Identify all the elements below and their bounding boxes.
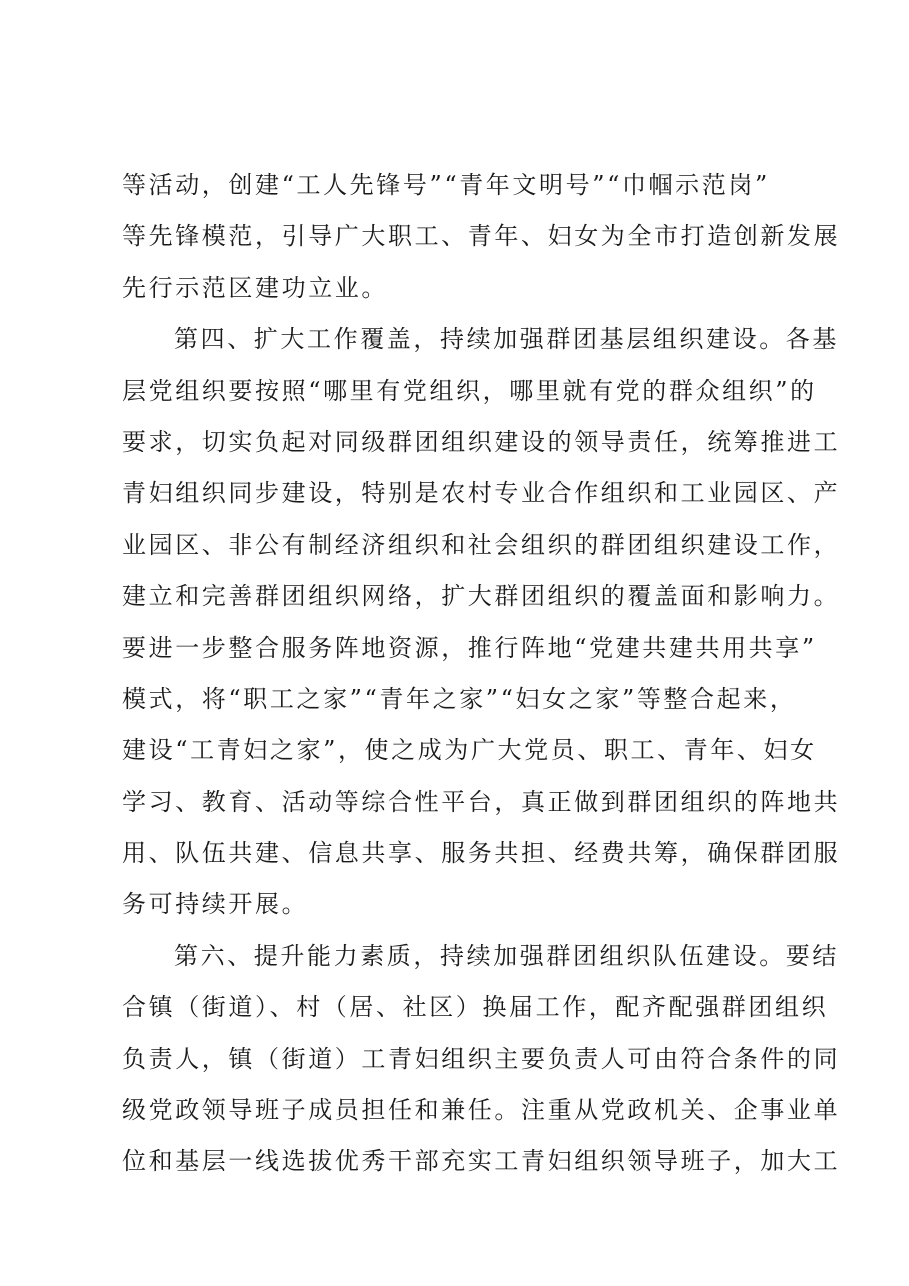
document-body <box>122 160 841 1188</box>
text-line: 要进一步整合服务阵地资源，推行阵地“党建共建共用共享” <box>122 633 817 662</box>
text-line: 等先锋模范，引导广大职工、青年、妇女为全市打造创新发展 <box>122 222 841 251</box>
text-line: 位和基层一线选拔优秀干部充实工青妇组织领导班子，加大工 <box>122 1147 841 1176</box>
text-line: 建立和完善群团组织网络，扩大群团组织的覆盖面和影响力。 <box>122 582 841 611</box>
text-line: 层党组织要按照“哪里有党组织，哪里就有党的群众组织”的 <box>122 376 817 405</box>
text-line: 建设“工青妇之家”，使之成为广大党员、职工、青年、妇女 <box>122 736 817 765</box>
text-line: 负责人，镇（街道）工青妇组织主要负责人可由符合条件的同 <box>122 1044 841 1073</box>
text-line: 先行示范区建功立业。 <box>122 273 388 302</box>
text-line: 合镇（街道）、村（居、社区）换届工作，配齐配强群团组织 <box>122 993 829 1022</box>
text-line: 级党政领导班子成员担任和兼任。注重从党政机关、企事业单 <box>122 1096 841 1125</box>
paragraph-first-line: 第四、扩大工作覆盖，持续加强群团基层组织建设。各基 <box>174 325 839 354</box>
text-line: 务可持续开展。 <box>122 890 309 919</box>
text-line: 要求，切实负起对同级群团组织建设的领导责任，统筹推进工 <box>122 427 841 456</box>
text-line: 等活动，创建“工人先锋号”“青年文明号”“巾帼示范岗” <box>122 171 770 199</box>
text-line: 学习、教育、活动等综合性平台，真正做到群团组织的阵地共 <box>122 787 841 816</box>
text-line: 业园区、非公有制经济组织和社会组织的群团组织建设工作， <box>122 530 841 559</box>
text-line: 青妇组织同步建设，特别是农村专业合作组织和工业园区、产 <box>122 479 841 508</box>
paragraph-first-line: 第六、提升能力素质，持续加强群团组织队伍建设。要结 <box>174 941 839 970</box>
text-line: 模式，将“职工之家”“青年之家”“妇女之家”等整合起来， <box>122 684 797 713</box>
text-line: 用、队伍共建、信息共享、服务共担、经费共筹，确保群团服 <box>122 839 841 868</box>
